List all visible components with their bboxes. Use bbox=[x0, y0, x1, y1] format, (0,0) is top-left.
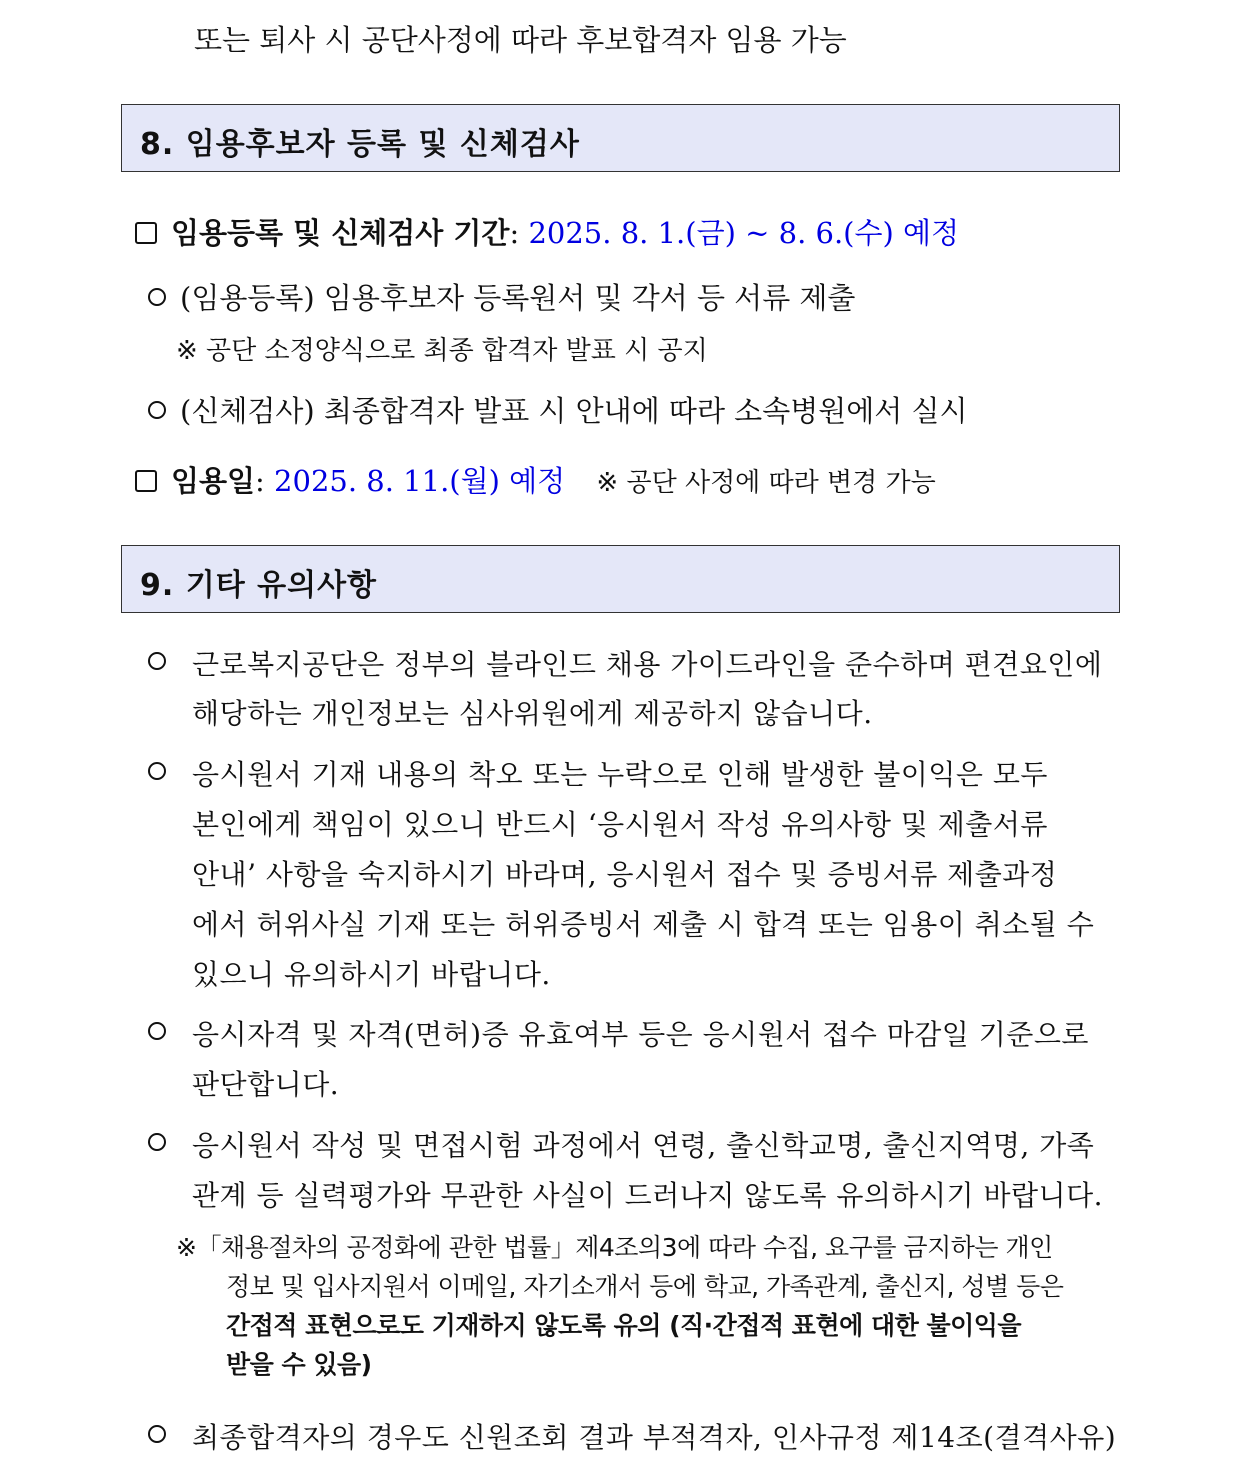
period-line bbox=[135, 211, 959, 252]
appointment-note: ※ 공단 사정에 따라 변경 가능 bbox=[596, 468, 936, 498]
appointment-line bbox=[135, 459, 936, 500]
bullet-2-line-5: 있으니 유의하시기 바랍니다. bbox=[192, 958, 551, 991]
bullet-1-line-2: 해당하는 개인정보는 심사위원에게 제공하지 않습니다. bbox=[192, 697, 873, 730]
period-separator: : bbox=[509, 216, 520, 250]
item-1-text: (임용등록) 임용후보자 등록원서 및 각서 등 서류 제출 bbox=[180, 281, 856, 315]
bullet-3-line-1: 응시자격 및 자격(면허)증 유효여부 등은 응시원서 접수 마감일 기준으로 bbox=[192, 1018, 1089, 1051]
section-8-item-1 bbox=[148, 276, 855, 317]
bullet-4-line-2: 관계 등 실력평가와 무관한 사실이 드러나지 않도록 유의하시기 바랍니다. bbox=[192, 1179, 1104, 1212]
section-9-header bbox=[121, 545, 1120, 613]
checkbox-square-icon bbox=[135, 470, 157, 492]
checkbox-square-icon bbox=[135, 222, 157, 244]
intro-line: 또는 퇴사 시 공단사정에 따라 후보합격자 임용 가능 bbox=[194, 23, 847, 57]
item-1-note: ※ 공단 소정양식으로 최종 합격자 발표 시 공지 bbox=[176, 336, 708, 366]
period-value: 2025. 8. 1.(금) ~ 8. 6.(수) 예정 bbox=[528, 216, 960, 250]
bullet-1-line-1: 근로복지공단은 정부의 블라인드 채용 가이드라인을 준수하며 편견요인에 bbox=[192, 648, 1103, 681]
bullet-2-line-1: 응시원서 기재 내용의 착오 또는 누락으로 인해 발생한 불이익은 모두 bbox=[192, 758, 1048, 791]
circle-bullet-icon bbox=[148, 652, 180, 676]
bullet-2-line-3: 안내’ 사항을 숙지하시기 바라며, 응시원서 접수 및 증빙서류 제출과정 bbox=[192, 858, 1058, 891]
appointment-value: 2025. 8. 11.(월) 예정 bbox=[274, 464, 566, 498]
bullet-3-line-2: 판단합니다. bbox=[192, 1068, 340, 1101]
legal-note-line-1: ※「채용절차의 공정화에 관한 법률」제4조의3에 따라 수집, 요구를 금지하는 개인 bbox=[176, 1233, 1053, 1262]
legal-note-line-2: 정보 및 입사지원서 이메일, 자기소개서 등에 학교, 가족관계, 출신지, 성별 등은 bbox=[226, 1272, 1064, 1301]
section-8-title: 8. 임용후보자 등록 및 신체검사 bbox=[140, 127, 580, 162]
appointment-separator: : bbox=[255, 464, 265, 498]
legal-note-line-4: 받을 수 있음) bbox=[226, 1350, 372, 1379]
bullet-2-line-2: 본인에게 책임이 있으니 반드시 ‘응시원서 작성 유의사항 및 제출서류 bbox=[192, 808, 1048, 841]
appointment-label: 임용일 bbox=[171, 464, 256, 498]
circle-bullet-icon bbox=[148, 401, 166, 419]
legal-note-line-3: 간접적 표현으로도 기재하지 않도록 유의 (직·간접적 표현에 대한 불이익을 bbox=[226, 1311, 1022, 1340]
section-9-title: 9. 기타 유의사항 bbox=[140, 568, 378, 603]
period-label: 임용등록 및 신체검사 기간 bbox=[171, 216, 510, 250]
circle-bullet-icon bbox=[148, 762, 180, 786]
circle-bullet-icon bbox=[148, 288, 166, 306]
circle-bullet-icon bbox=[148, 1133, 180, 1157]
circle-bullet-icon bbox=[148, 1425, 180, 1449]
item-2-text: (신체검사) 최종합격자 발표 시 안내에 따라 소속병원에서 실시 bbox=[180, 394, 968, 428]
circle-bullet-icon bbox=[148, 1022, 180, 1046]
section-8-item-2 bbox=[148, 389, 968, 430]
bullet-5-line-1: 최종합격자의 경우도 신원조회 결과 부적격자, 인사규정 제14조(결격사유) bbox=[192, 1421, 1117, 1454]
bullet-4-line-1: 응시원서 작성 및 면접시험 과정에서 연령, 출신학교명, 출신지역명, 가족 bbox=[192, 1129, 1095, 1162]
bullet-2-line-4: 에서 허위사실 기재 또는 허위증빙서 제출 시 합격 또는 임용이 취소될 수 bbox=[192, 908, 1095, 941]
section-8-header bbox=[121, 104, 1120, 172]
